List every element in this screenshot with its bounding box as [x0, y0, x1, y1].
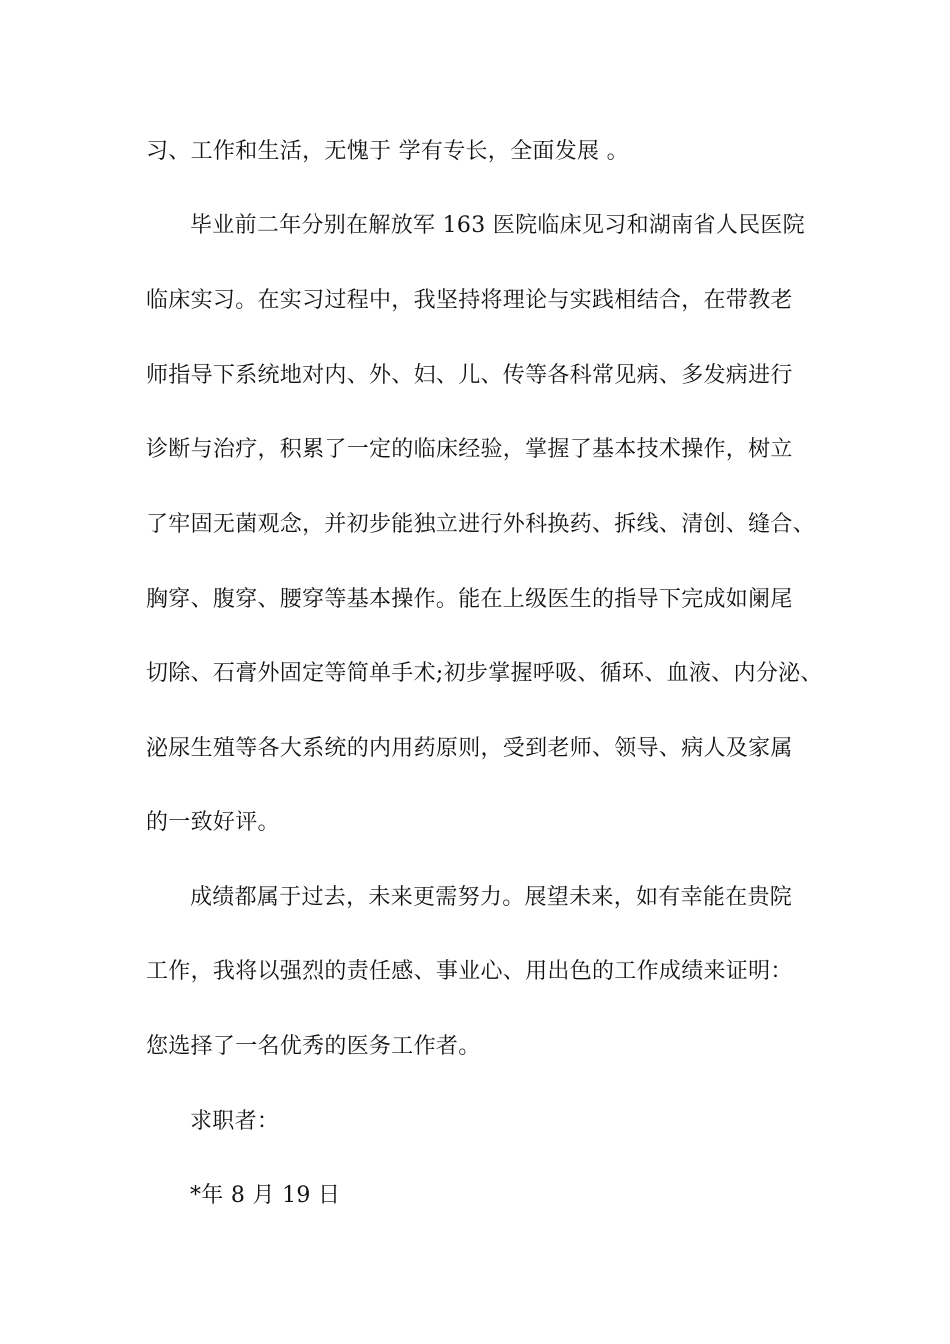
date-line: *年 8 月 19 日	[190, 1183, 341, 1208]
paragraph-line: 习、工作和生活，无愧于 学有专长，全面发展 。	[146, 139, 629, 164]
paragraph-line: 诊断与治疗，积累了一定的临床经验，掌握了基本技术操作，树立	[146, 437, 793, 462]
paragraph-line: 临床实习。在实习过程中，我坚持将理论与实践相结合，在带教老	[146, 288, 793, 313]
paragraph-line: 您选择了一名优秀的医务工作者。	[146, 1034, 481, 1059]
paragraph-line: 工作，我将以强烈的责任感、事业心、用出色的工作成绩来证明：	[146, 959, 793, 984]
paragraph-line: 毕业前二年分别在解放军 163 医院临床见习和湖南省人民医院	[190, 213, 805, 238]
paragraph-line: 了牢固无菌观念，并初步能独立进行外科换药、拆线、清创、缝合、	[146, 512, 816, 537]
paragraph-line: 的一致好评。	[146, 810, 280, 835]
paragraph-line: 泌尿生殖等各大系统的内用药原则，受到老师、领导、病人及家属	[146, 736, 793, 761]
paragraph-line: 师指导下系统地对内、外、妇、儿、传等各科常见病、多发病进行	[146, 363, 793, 388]
signature-label: 求职者：	[190, 1109, 280, 1134]
paragraph-line: 切除、石膏外固定等简单手术;初步掌握呼吸、循环、血液、内分泌、	[146, 661, 823, 686]
paragraph-line: 成绩都属于过去，未来更需努力。展望未来，如有幸能在贵院	[190, 885, 793, 910]
paragraph-line: 胸穿、腹穿、腰穿等基本操作。能在上级医生的指导下完成如阑尾	[146, 587, 793, 612]
